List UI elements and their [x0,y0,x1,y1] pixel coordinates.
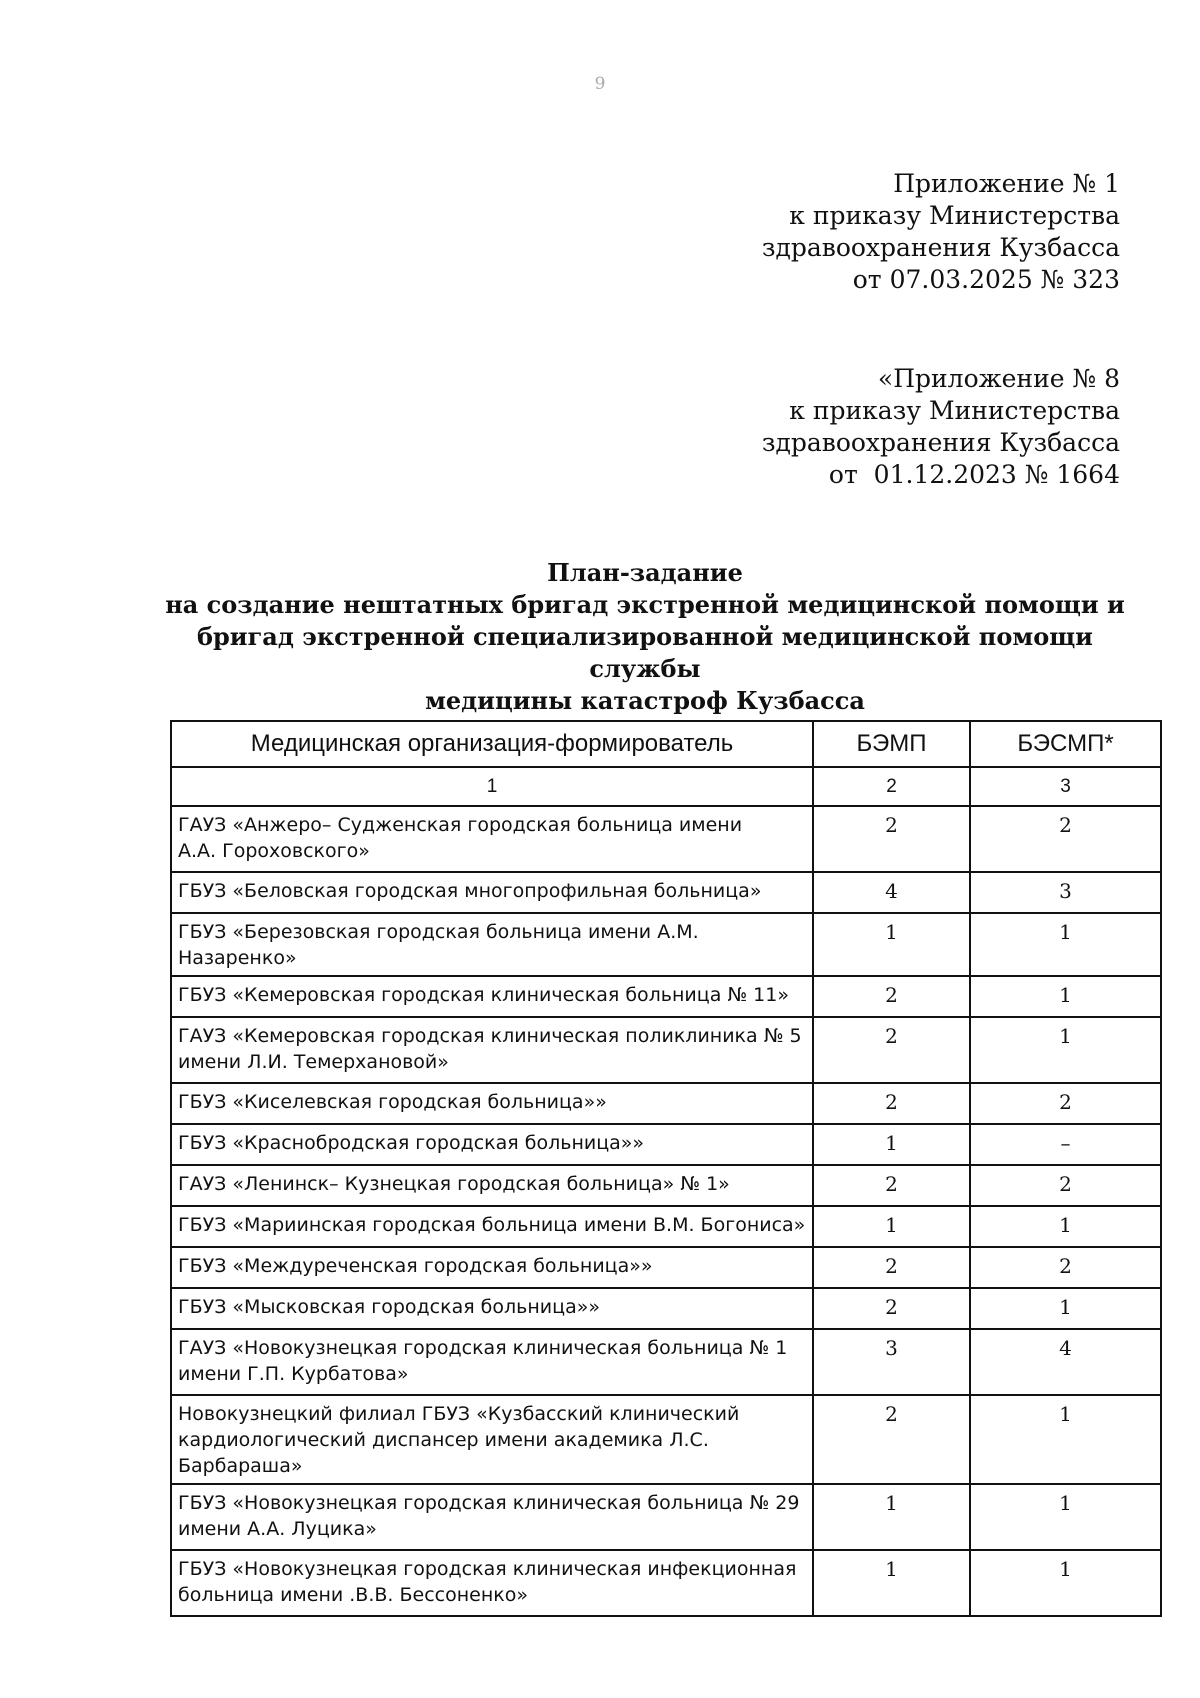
organization-name-line: ГБУЗ «Новокузнецкая городская клиническая больница № 29 [178,1492,800,1514]
table-row [171,1165,1161,1206]
bemp-cell: 1 [813,1124,970,1165]
organization-name-line: имени А.А. Луцика» [178,1518,377,1540]
bemp-cell: 1 [813,913,970,976]
table-row [171,1395,1161,1484]
organization-name-line: ГБУЗ «Киселевская городская больница»» [178,1091,607,1113]
annex-8-reference [762,363,1120,491]
besmp-cell: 1 [970,976,1161,1017]
table-header-row [171,721,1161,767]
bemp-cell: 2 [813,1017,970,1083]
annex-1-line: к приказу Министерства [789,201,1120,230]
bemp-cell: 1 [813,1484,970,1550]
organization-cell [171,1484,813,1550]
annex-1-reference [762,168,1120,296]
organization-name-line: ГБУЗ «Новокузнецкая городская клиническая инфекционная [178,1558,797,1580]
organization-cell [171,1329,813,1395]
besmp-cell: 1 [970,1288,1161,1329]
organization-name-line: имени Г.П. Курбатова» [178,1363,409,1385]
organization-name-line: ГБУЗ «Междуреченская городская больница»» [178,1255,653,1277]
organization-cell [171,1017,813,1083]
title-line: на создание нештатных бригад экстренной медицинской помощи и [165,590,1125,619]
bemp-cell: 1 [813,1550,970,1616]
organization-cell [171,1288,813,1329]
organization-name-line: ГБУЗ «Краснобродская городская больница»» [178,1132,645,1154]
besmp-cell: 2 [970,1247,1161,1288]
organization-name-line: ГБУЗ «Беловская городская многопрофильная больница» [178,880,762,902]
besmp-cell: 1 [970,1484,1161,1550]
besmp-cell: 2 [970,1165,1161,1206]
page-number: 9 [594,74,606,94]
organization-name-line: ГБУЗ «Мариинская городская больница имени В.М. Богониса» [178,1214,806,1236]
title-line: медицины катастроф Кузбасса [425,686,865,715]
organization-cell [171,1206,813,1247]
table-row [171,1124,1161,1165]
column-number-row [171,767,1161,806]
organization-name-line: ГБУЗ «Березовская городская больница имени А.М. Назаренко» [178,921,699,969]
organization-cell [171,1124,813,1165]
column-number: 3 [970,767,1161,806]
besmp-cell: – [970,1124,1161,1165]
annex-8-line: от 01.12.2023 № 1664 [828,460,1120,489]
bemp-cell: 3 [813,1329,970,1395]
table-row [171,1329,1161,1395]
table-row [171,806,1161,872]
table-row [171,1484,1161,1550]
bemp-cell: 2 [813,1247,970,1288]
table-row [171,1288,1161,1329]
annex-8-line: «Приложение № 8 [877,364,1120,393]
besmp-cell: 4 [970,1329,1161,1395]
bemp-cell: 2 [813,1395,970,1484]
bemp-cell: 1 [813,1206,970,1247]
header-besmp: БЭСМП* [970,721,1161,767]
besmp-cell: 1 [970,1206,1161,1247]
organization-cell [171,1247,813,1288]
organization-name-line: Новокузнецкий филиал ГБУЗ «Кузбасский клинический [178,1403,740,1425]
annex-1-line: здравоохранения Кузбасса [761,233,1120,262]
table-row [171,1550,1161,1616]
table-row [171,913,1161,976]
bemp-cell: 2 [813,1288,970,1329]
organization-name-line: ГАУЗ «Анжеро– Судженская городская больница имени [178,814,743,836]
organization-cell [171,976,813,1017]
annex-1-line: от 07.03.2025 № 323 [852,265,1120,294]
header-organization: Медицинская организация-формирователь [171,721,813,767]
organization-cell [171,872,813,913]
header-bemp: БЭМП [813,721,970,767]
besmp-cell: 1 [970,1550,1161,1616]
besmp-cell: 2 [970,1083,1161,1124]
bemp-cell: 2 [813,806,970,872]
organization-name-line: ГАУЗ «Ленинск– Кузнецкая городская больница» № 1» [178,1173,730,1195]
table-row [171,976,1161,1017]
title-line: бригад экстренной специализированной медицинской помощи службы [197,622,1093,683]
besmp-cell: 1 [970,913,1161,976]
bemp-cell: 2 [813,1165,970,1206]
organization-cell [171,913,813,976]
organization-name-line: А.А. Гороховского» [178,840,370,862]
organization-name-line: имени Л.И. Темерхановой» [178,1051,449,1073]
besmp-cell: 1 [970,1017,1161,1083]
besmp-cell: 1 [970,1395,1161,1484]
organization-cell [171,1165,813,1206]
organization-cell [171,806,813,872]
annex-8-line: здравоохранения Кузбасса [761,428,1120,457]
bemp-cell: 4 [813,872,970,913]
table-row [171,1017,1161,1083]
organization-cell [171,1083,813,1124]
besmp-cell: 3 [970,872,1161,913]
organization-name-line: кардиологический диспансер имени академика Л.С. Барбараша» [178,1429,709,1477]
table-row [171,1247,1161,1288]
table-row [171,1083,1161,1124]
column-number: 1 [171,767,813,806]
organization-name-line: ГБУЗ «Кемеровская городская клиническая больница № 11» [178,984,789,1006]
brigades-table [170,720,1162,1617]
table-row [171,1206,1161,1247]
besmp-cell: 2 [970,806,1161,872]
organization-name-line: ГАУЗ «Новокузнецкая городская клиническая больница № 1 [178,1337,788,1359]
organization-cell [171,1550,813,1616]
annex-1-line: Приложение № 1 [893,169,1120,198]
organization-name-line: ГАУЗ «Кемеровская городская клиническая поликлиника № 5 [178,1025,802,1047]
column-number: 2 [813,767,970,806]
organization-cell [171,1395,813,1484]
bemp-cell: 2 [813,976,970,1017]
table-row [171,872,1161,913]
annex-8-line: к приказу Министерства [789,396,1120,425]
title-line: План-задание [547,558,743,587]
document-title [150,557,1140,717]
organization-name-line: ГБУЗ «Мысковская городская больница»» [178,1296,600,1318]
organization-name-line: больница имени .В.В. Бессоненко» [178,1584,528,1606]
bemp-cell: 2 [813,1083,970,1124]
